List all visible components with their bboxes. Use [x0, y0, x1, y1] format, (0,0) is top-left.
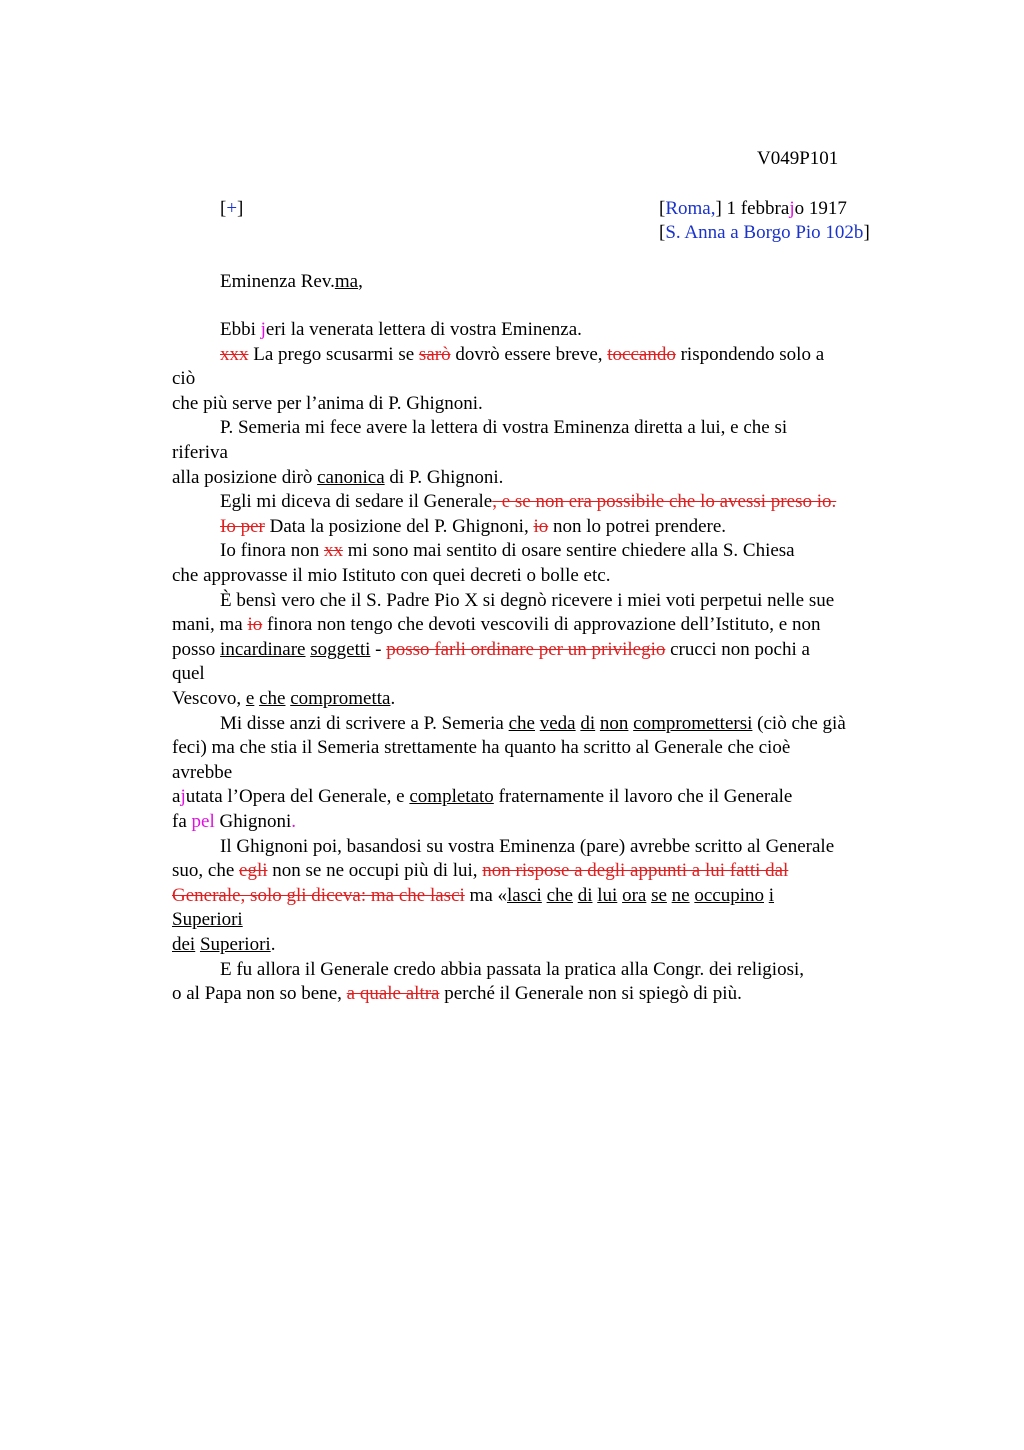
place: Roma,: [665, 198, 716, 219]
date-line: [Roma,] 1 febbrajo 1917: [659, 198, 847, 219]
deleted-text: sarò: [418, 343, 451, 365]
date-correction: j: [789, 198, 795, 219]
text-segment: feci) ma che stia il Semeria strettamente ha quanto ha scritto al Generale che cioè: [172, 737, 791, 759]
text-segment: E fu allora il Generale credo abbia passata la pratica alla Congr. dei religiosi,: [220, 958, 805, 980]
underlined-text: se: [651, 884, 667, 906]
text-segment: riferiva: [172, 442, 228, 463]
salutation-text: Eminenza Rev.: [220, 271, 335, 292]
text-line: [172, 933, 275, 957]
text-line: [172, 982, 742, 1006]
correction-text: pel: [191, 811, 215, 832]
text-line: [172, 539, 795, 563]
underlined-text: veda: [539, 712, 576, 734]
text-line: [172, 958, 804, 982]
text-segment: ma «: [464, 884, 508, 906]
text-line: [172, 662, 205, 686]
underlined-text: di: [580, 712, 596, 734]
underlined-text: dei: [172, 934, 196, 955]
text-segment: perché il Generale non si spiegò di più.: [439, 983, 742, 1005]
underlined-text: compromettersi: [633, 712, 753, 734]
text-line: [172, 810, 296, 834]
text-line: [172, 441, 228, 465]
underlined-text: soggetti: [310, 638, 371, 660]
text-segment: di P. Ghignoni.: [384, 466, 504, 488]
text-segment: crucci non pochi a: [665, 638, 810, 660]
text-segment: non lo potrei prendere.: [548, 515, 727, 537]
underlined-text: occupino: [694, 884, 764, 906]
text-segment: a: [172, 786, 181, 808]
text-line: [172, 466, 503, 490]
text-line: [172, 613, 820, 637]
underlined-text: i: [768, 884, 775, 906]
underlined-text: non: [599, 712, 629, 734]
deleted-text: posso farli ordinare per un privilegio: [386, 638, 666, 660]
text-segment: P. Semeria mi fece avere la lettera di vostra Eminenza diretta a lui, e che si: [220, 417, 788, 439]
salutation-abbr: ma: [334, 271, 359, 292]
text-segment: Ebbi: [220, 319, 261, 340]
deleted-text: io: [533, 515, 549, 537]
cross-mark: [220, 197, 243, 221]
underlined-text: e: [245, 688, 255, 709]
text-segment: eri la venerata lettera di vostra Eminenza.: [265, 319, 582, 340]
date-post: o 1917: [794, 198, 847, 219]
text-segment: Io finora non: [220, 540, 324, 562]
text-line: [172, 392, 483, 416]
text-segment: ciò: [172, 368, 196, 390]
text-line: [172, 638, 810, 662]
document-id: V049P101: [757, 148, 839, 169]
text-segment: Data la posizione del P. Ghignoni,: [264, 515, 534, 537]
text-segment: Vescovo,: [172, 688, 246, 709]
text-segment: non se ne occupi più di lui,: [267, 860, 483, 882]
salutation: Eminenza Rev.ma,: [220, 271, 363, 292]
text-segment: suo, che: [172, 860, 240, 882]
cross-icon: +: [226, 198, 238, 219]
bracket-close: ]: [237, 198, 244, 219]
text-line: [172, 318, 582, 342]
text-segment: .: [270, 934, 276, 955]
text-segment: dovrò essere breve,: [450, 343, 608, 365]
text-segment: Mi disse anzi di scrivere a P. Semeria: [220, 712, 509, 734]
text-line: [172, 736, 790, 760]
text-line: [172, 589, 834, 613]
text-line: [172, 884, 774, 908]
text-line: [172, 835, 834, 859]
text-line: [172, 712, 846, 736]
text-line: [172, 859, 788, 883]
text-segment: Egli mi diceva di sedare il Generale: [220, 491, 493, 513]
text-segment: rispondendo solo a: [675, 343, 825, 365]
text-line: [172, 908, 243, 932]
underlined-text: che: [546, 884, 573, 906]
underlined-text: ora: [622, 884, 647, 906]
correction-text: j: [180, 786, 186, 808]
text-segment: fraternamente il lavoro che il Generale: [493, 786, 793, 808]
text-line: [172, 343, 824, 367]
deleted-text: toccando: [607, 343, 676, 365]
deleted-text: xx: [323, 540, 343, 562]
text-line: [172, 490, 836, 514]
text-line: [172, 785, 792, 809]
text-segment: mi sono mai sentito di osare sentire chiedere alla S. Chiesa: [342, 540, 795, 562]
text-line: [172, 367, 195, 391]
underlined-text: Superiori: [172, 909, 243, 931]
text-segment: fa: [172, 811, 192, 832]
text-segment: Ghignoni: [214, 811, 292, 832]
underlined-text: Superiori: [199, 934, 271, 955]
address-line: [S. Anna a Borgo Pio 102b]: [659, 222, 870, 243]
underlined-text: completato: [409, 786, 494, 808]
text-segment: che approvasse il mio Istituto con quei decreti o bolle etc.: [172, 565, 611, 586]
deleted-text: a quale altra: [346, 983, 440, 1005]
text-segment: Il Ghignoni poi, basandosi su vostra Eminenza (pare) avrebbe scritto al Generale: [220, 835, 835, 857]
text-segment: È bensì vero che il S. Padre Pio X si degnò ricevere i miei voti perpetui nelle sue: [220, 589, 835, 611]
text-segment: finora non tengo che devoti vescovili di approvazione dell’Istituto, e non: [262, 614, 821, 636]
text-segment: utata l’Opera del Generale, e: [185, 786, 410, 808]
text-segment: o al Papa non so bene,: [172, 983, 347, 1005]
deleted-text: Io per: [220, 515, 265, 537]
underlined-text: di: [577, 884, 593, 906]
underlined-text: che: [508, 712, 535, 734]
underlined-text: ne: [671, 884, 690, 906]
deleted-text: xxx: [220, 343, 249, 365]
text-line: [172, 416, 787, 440]
underlined-text: lui: [597, 884, 618, 906]
text-segment: La prego scusarmi se: [248, 343, 419, 365]
text-line: [172, 564, 610, 588]
text-segment: posso: [172, 638, 221, 660]
correction-text: .: [291, 811, 297, 832]
text-line: [172, 687, 395, 711]
text-segment: avrebbe: [172, 761, 233, 783]
text-segment: quel: [172, 663, 205, 685]
underlined-text: che: [259, 688, 286, 709]
underlined-text: incardinare: [220, 638, 306, 660]
text-segment: alla posizione dirò: [172, 466, 318, 488]
text-segment: (ciò che già: [752, 712, 846, 734]
deleted-text: io: [247, 614, 263, 636]
address: S. Anna a Borgo Pio 102b: [665, 222, 864, 243]
deleted-text: non rispose a degli appunti a lui fatti dal: [482, 860, 789, 882]
deleted-text: egli: [239, 860, 268, 882]
underlined-text: canonica: [317, 466, 385, 488]
deleted-text: , e se non era possibile che lo avessi preso io.: [492, 491, 837, 513]
underlined-text: lasci: [507, 884, 542, 906]
text-line: [172, 761, 232, 785]
deleted-text: Generale, solo gli diceva: ma che lasci: [172, 884, 465, 906]
text-line: [172, 515, 726, 539]
underlined-text: comprometta: [290, 688, 391, 709]
bracket-open: [: [220, 198, 227, 219]
text-segment: .: [390, 688, 396, 709]
text-segment: che più serve per l’anima di P. Ghignoni.: [172, 392, 483, 414]
text-segment: -: [370, 638, 387, 660]
text-segment: mani, ma: [172, 614, 248, 636]
date-pre: 1 febbra: [721, 198, 790, 219]
correction-text: j: [260, 319, 266, 340]
